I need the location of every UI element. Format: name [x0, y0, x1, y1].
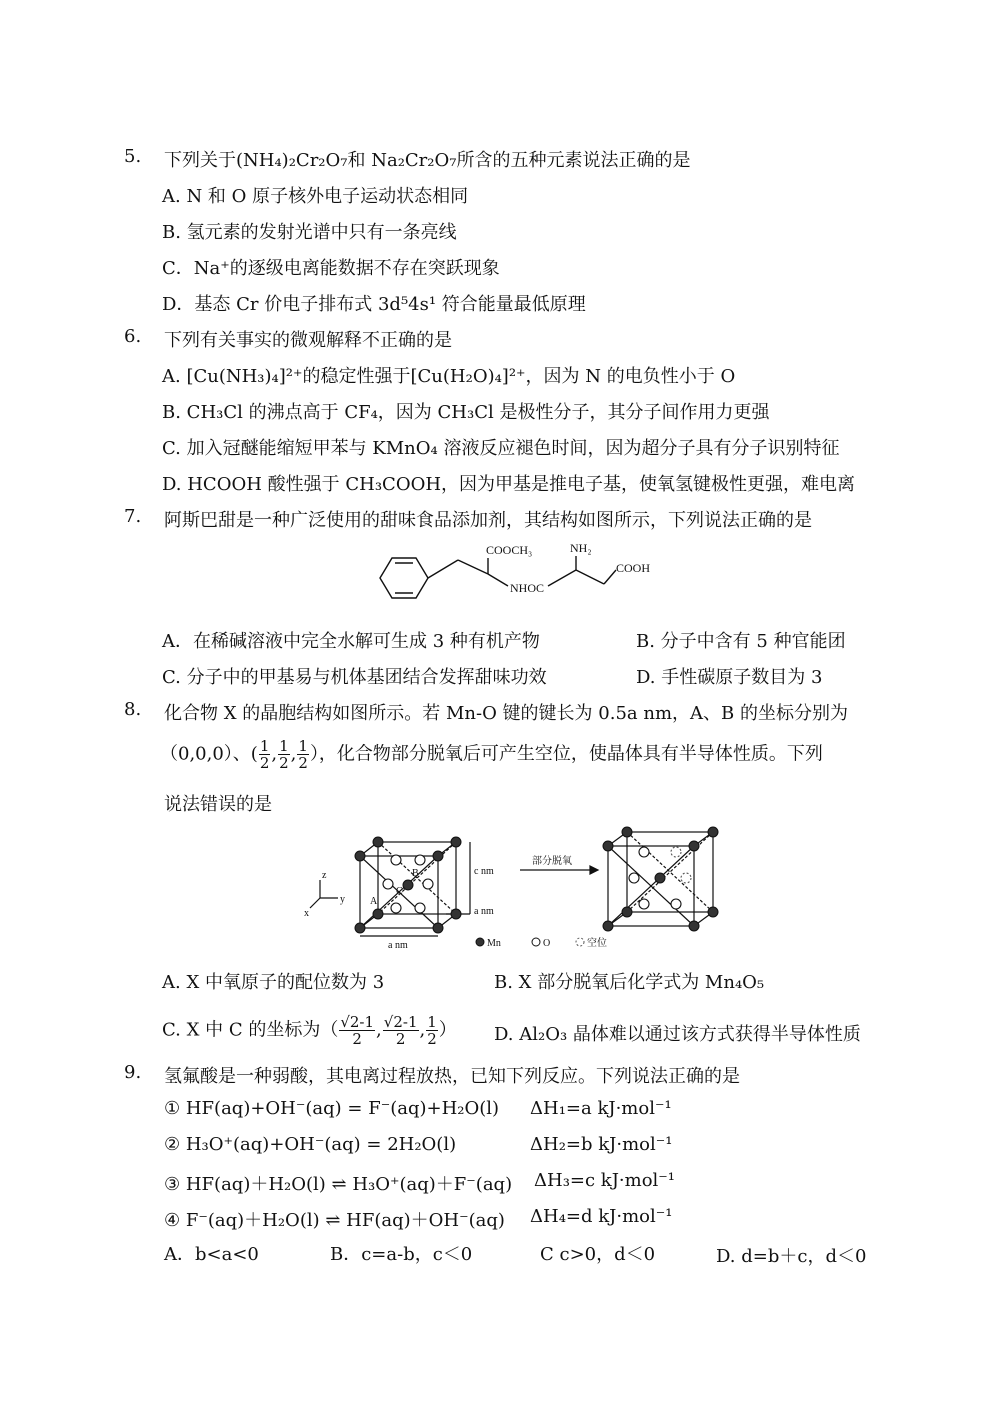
q9-option-a: A．b<a<0 [164, 1244, 259, 1265]
q8-coord-open: （0,0,0）、( [160, 743, 258, 765]
q9-option-b: B．c=a-b，c＜0 [330, 1244, 473, 1265]
q8-stem-line2-rest: ），化合物部分脱氧后可产生空位，使晶体具有半导体性质。下列 [309, 743, 823, 765]
q7-option-a: A．在稀碱溶液中完全水解可生成 3 种有机产物 [162, 631, 540, 652]
fig-label-b: B [412, 868, 419, 879]
q6-option-b: B. CH₃Cl 的沸点高于 CF₄，因为 CH₃Cl 是极性分子，其分子间作用力更强 [162, 402, 770, 423]
struct-nhoc: NHOC [510, 581, 545, 595]
q6-stem: 下列有关事实的微观解释不正确的是 [164, 330, 452, 351]
q7-option-c: C. 分子中的甲基易与机体基团结合发挥甜味功效 [162, 667, 547, 688]
frac-sqrt2-2: $\frac{√2-1}{2}$ [383, 1013, 418, 1048]
crystal-cell-figure [300, 818, 740, 958]
q9-enthalpy-4: ΔH₄=d kJ·mol⁻¹ [530, 1206, 673, 1227]
q6-option-c: C. 加入冠醚能缩短甲苯与 KMnO₄ 溶液反应褪色时间，因为超分子具有分子识别特征 [162, 438, 840, 459]
q6-number: 6. [124, 326, 142, 347]
fig-anm-right-label: a nm [474, 906, 494, 917]
q7-option-b: B. 分子中含有 5 种官能团 [636, 631, 846, 652]
q8-option-c-prefix: C. X 中 C 的坐标为（ [162, 1019, 339, 1041]
q8-number: 8. [124, 699, 142, 720]
fig-anm-bottom-label: a nm [388, 940, 408, 951]
q8-option-b: B. X 部分脱氧后化学式为 Mn₄O₅ [494, 972, 765, 993]
q5-option-b: B. 氢元素的发射光谱中只有一条亮线 [162, 222, 457, 243]
fig-axis-z: z [322, 870, 327, 881]
fig-legend-o: O [543, 938, 551, 949]
q8-stem-line2: （0,0,0）、( $\frac{1}{2}$ , $\frac{1}{2}$ , $\frac{1}{2}$ ），化合物部分脱氧后可产生空位，使晶体具有半导体性质。下列 [160, 737, 823, 772]
fig-axis-x: x [304, 908, 309, 919]
fig-arrow-label: 部分脱氧 [532, 856, 572, 867]
q6-option-d: D. HCOOH 酸性强于 CH₃COOH，因为甲基是推电子基，使氧氢键极性更强，难电离 [162, 474, 856, 495]
q8-stem-line1: 化合物 X 的晶胞结构如图所示。若 Mn-O 键的键长为 0.5a nm，A、B 的坐标分别为 [164, 703, 848, 724]
frac-half-3: $\frac{1}{2}$ [298, 737, 308, 772]
q5-stem: 下列关于(NH₄)₂Cr₂O₇和 Na₂Cr₂O₇所含的五种元素说法正确的是 [164, 150, 691, 171]
frac-half-1: $\frac{1}{2}$ [259, 737, 270, 772]
q5-option-d: D．基态 Cr 价电子排布式 3d⁵4s¹ 符合能量最低原理 [162, 294, 586, 315]
q8-option-d: D. Al₂O₃ 晶体难以通过该方式获得半导体性质 [494, 1024, 861, 1045]
q9-number: 9. [124, 1062, 142, 1083]
q9-reaction-4: ④ F⁻(aq)＋H₂O(l) ⇌ HF(aq)＋OH⁻(aq) [164, 1210, 505, 1231]
fig-label-c: C [396, 886, 403, 897]
q7-option-d: D. 手性碳原子数目为 3 [636, 667, 823, 688]
q9-option-d: D. d=b＋c，d＜0 [716, 1246, 867, 1267]
q8-option-c-suffix: ） [438, 1019, 457, 1041]
q9-option-c: C c>0，d＜0 [540, 1244, 656, 1265]
q9-enthalpy-2: ΔH₂=b kJ·mol⁻¹ [530, 1134, 673, 1155]
frac-sqrt2-1: $\frac{√2-1}{2}$ [340, 1013, 375, 1048]
struct-nh2: NH₂ [570, 541, 592, 555]
q9-enthalpy-3: ΔH₃=c kJ·mol⁻¹ [534, 1170, 676, 1191]
fig-axis-y: y [340, 894, 345, 905]
q9-reaction-2: ② H₃O⁺(aq)+OH⁻(aq) = 2H₂O(l) [164, 1134, 457, 1155]
q8-option-a: A. X 中氧原子的配位数为 3 [162, 972, 385, 993]
q9-reaction-3: ③ HF(aq)＋H₂O(l) ⇌ H₃O⁺(aq)＋F⁻(aq) [164, 1174, 513, 1195]
q9-stem: 氢氟酸是一种弱酸，其电离过程放热，已知下列反应。下列说法正确的是 [164, 1066, 740, 1087]
q8-option-c: C. X 中 C 的坐标为（ $\frac{√2-1}{2}$ , $\frac{√2-1}{2}$ , $\frac{1}{2}$ ） [162, 1013, 457, 1048]
q9-reaction-1: ① HF(aq)+OH⁻(aq) = F⁻(aq)+H₂O(l) [164, 1098, 500, 1119]
fig-legend-mn: Mn [487, 938, 501, 949]
fig-cnm-label: c nm [474, 866, 494, 877]
q8-stem-line3: 说法错误的是 [164, 794, 272, 815]
q5-number: 5. [124, 146, 142, 167]
q9-enthalpy-1: ΔH₁=a kJ·mol⁻¹ [530, 1098, 672, 1119]
q5-option-c: C．Na⁺的逐级电离能数据不存在突跃现象 [162, 258, 500, 279]
fig-label-a: A [370, 896, 378, 907]
q5-option-a: A. N 和 O 原子核外电子运动状态相同 [162, 186, 469, 207]
frac-half-c: $\frac{1}{2}$ [427, 1013, 437, 1048]
struct-cooch3: COOCH₃ [486, 543, 533, 557]
q7-number: 7. [124, 506, 142, 527]
q6-option-a: A. [Cu(NH₃)₄]²⁺的稳定性强于[Cu(H₂O)₄]²⁺，因为 N 的电负性小于 O [162, 366, 736, 387]
frac-half-2: $\frac{1}{2}$ [279, 737, 289, 772]
q7-stem: 阿斯巴甜是一种广泛使用的甜味食品添加剂，其结构如图所示，下列说法正确的是 [164, 510, 812, 531]
struct-cooh: COOH [616, 561, 651, 575]
fig-legend-vacancy: 空位 [587, 938, 607, 949]
aspartame-structure [370, 538, 670, 618]
